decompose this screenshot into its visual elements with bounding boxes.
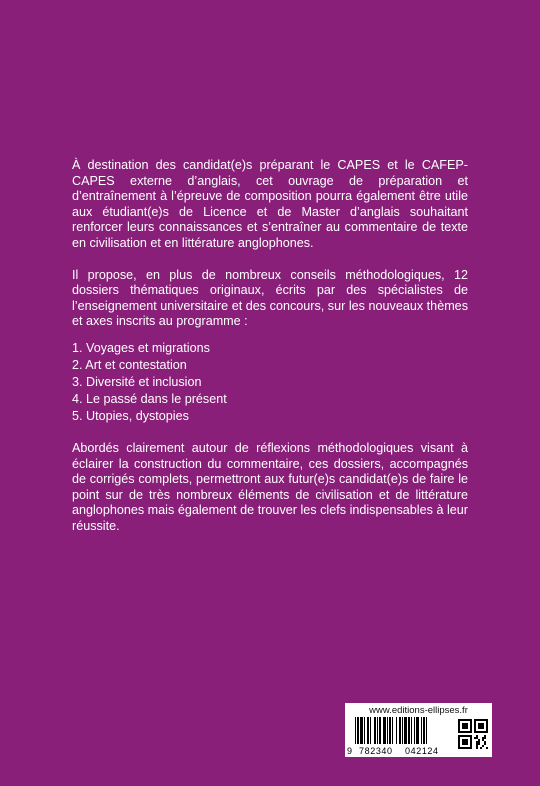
theme-item: 1. Voyages et migrations xyxy=(72,340,210,355)
theme-item: 4. Le passé dans le présent xyxy=(72,391,227,406)
publisher-url: www.editions-ellipses.fr xyxy=(369,705,468,716)
isbn-group-1: 782340 xyxy=(359,746,393,756)
isbn-group-2: 042124 xyxy=(405,746,439,756)
theme-item: 2. Art et contestation xyxy=(72,357,187,372)
themes-list xyxy=(72,340,468,425)
intro-paragraph: À destination des candidat(e)s préparant le CAPES et le CAFEP-CAPES externe d’anglais, cet ouvrage de préparation et d’entraînement à l’épreuve de composition pourra également être utile aux étudiant(e)s de Licence et de Master d’anglais souhaitant renforcer leurs connaissances et s’entraîner au commentaire de texte en civilisation et en littérature anglophones. xyxy=(72,158,468,250)
back-cover-text xyxy=(72,158,468,535)
barcode-label xyxy=(345,703,492,757)
content-paragraph: Il propose, en plus de nombreux conseils méthodologiques, 12 dossiers thématiques originaux, écrits par des spécialistes de l’enseignement universitaire et des concours, sur les nouveaux thèmes et axes inscrits au programme : xyxy=(72,267,468,329)
closing-paragraph: Abordés clairement autour de réflexions méthodologiques visant à éclairer la construction du commentaire, ces dossiers, accompagnés de corrigés complets, permettront aux futur(e)s candidat(e)s de faire le point sur de très nombreux éléments de civilisation et de littérature anglophones mais également de trouver les clefs indispensables à leur réussite. xyxy=(72,440,468,533)
isbn-barcode xyxy=(349,717,453,747)
isbn-prefix: 9 xyxy=(347,746,353,756)
theme-item: 3. Diversité et inclusion xyxy=(72,374,202,389)
qr-code xyxy=(458,719,488,749)
theme-item: 5. Utopies, dystopies xyxy=(72,408,189,423)
